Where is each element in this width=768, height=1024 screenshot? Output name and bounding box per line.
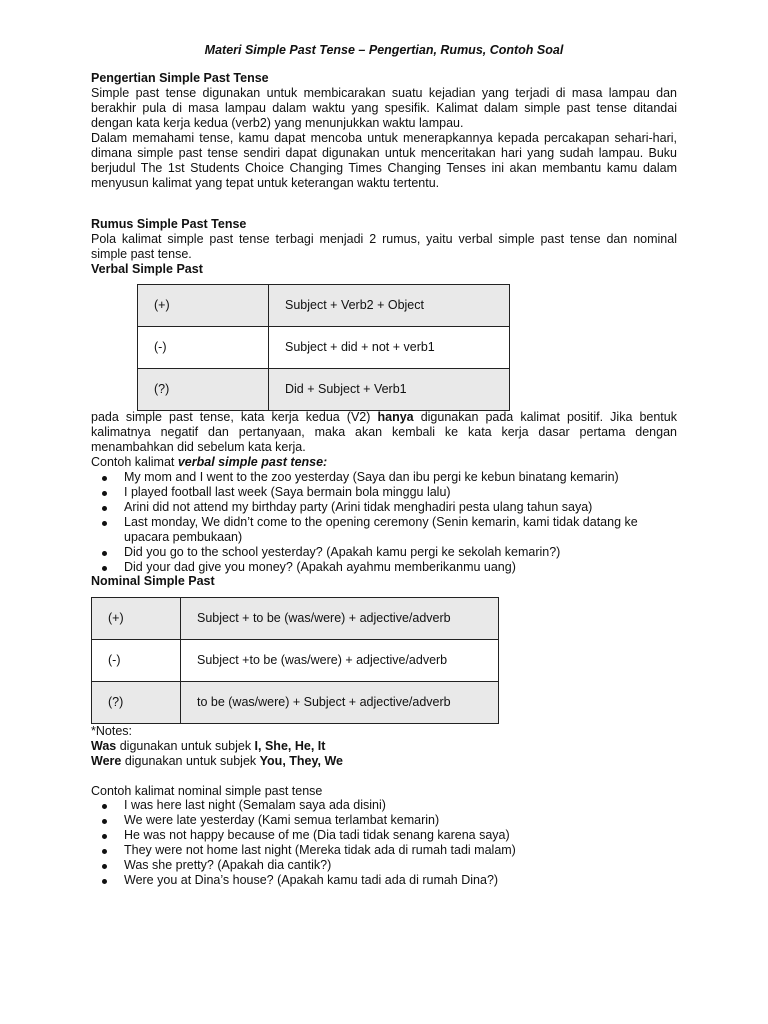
verbal-example-list xyxy=(91,470,681,575)
sign-cell: (+) xyxy=(92,598,181,640)
list-item: Last monday, We didn’t come to the opening ceremony (Senin kemarin, kami tidak datang ke upacara pembukaan) xyxy=(91,515,681,545)
list-item: He was not happy because of me (Dia tadi tidak senang karena saya) xyxy=(91,828,681,843)
pengertian-paragraph-1: Simple past tense digunakan untuk membicarakan suatu kejadian yang terjadi di masa lampau dan berakhir pula di masa lampau dalam waktu yang spesifik. Kalimat dalam simple past tense ditandai dengan kata kerja kedua (verb2) yang menunjukkan waktu lampau. xyxy=(91,86,677,130)
page-title: Materi Simple Past Tense – Pengertian, Rumus, Contoh Soal xyxy=(204,43,564,57)
formula-cell: Subject + to be (was/were) + adjective/adverb xyxy=(181,598,499,640)
notes-label: *Notes: xyxy=(91,724,132,738)
list-item: I played football last week (Saya bermain bola minggu lalu) xyxy=(91,485,681,500)
formula-cell: Subject + Verb2 + Object xyxy=(269,285,510,327)
sign-cell: (+) xyxy=(138,285,269,327)
pengertian-section xyxy=(91,71,677,191)
verbal-heading: Verbal Simple Past xyxy=(91,262,203,276)
pengertian-paragraph-2: Dalam memahami tense, kamu dapat mencoba untuk menerapkannya kepada percakapan sehari-hari, dimana simple past tense sendiri dapat digunakan untuk menceritakan hari yang sudah lampau. Buku berjudul The 1st Students Choice Changing Times Changing Tenses ini akan membantu kamu dalam menyusun kalimat yang tepat untuk keterangan waktu tertentu. xyxy=(91,131,677,190)
formula-cell: to be (was/were) + Subject + adjective/adverb xyxy=(181,682,499,724)
sign-cell: (?) xyxy=(138,369,269,411)
table-row xyxy=(138,285,510,327)
were-note xyxy=(91,754,343,769)
note-text: digunakan untuk subjek xyxy=(121,754,260,768)
list-item: Arini did not attend my birthday party (Arini tidak menghadiri pesta ulang tahun saya) xyxy=(91,500,681,515)
verbal-note xyxy=(91,410,677,455)
formula-cell: Subject +to be (was/were) + adjective/adverb xyxy=(181,640,499,682)
nominal-heading: Nominal Simple Past xyxy=(91,574,215,588)
rumus-intro: Pola kalimat simple past tense terbagi menjadi 2 rumus, yaitu verbal simple past tense dan nominal simple past tense. xyxy=(91,232,677,261)
was-keyword: Was xyxy=(91,739,117,753)
list-item: Did your dad give you money? (Apakah ayahmu memberikanmu uang) xyxy=(91,560,681,575)
nominal-formula-table xyxy=(91,597,499,724)
verbal-note-section xyxy=(91,410,677,470)
example-intro-text: Contoh kalimat xyxy=(91,455,178,469)
table-row xyxy=(92,598,499,640)
nominal-example-list xyxy=(91,798,681,888)
formula-cell: Did + Subject + Verb1 xyxy=(269,369,510,411)
verbal-note-text: pada simple past tense, kata kerja kedua (V2) xyxy=(91,410,378,424)
formula-cell: Subject + did + not + verb1 xyxy=(269,327,510,369)
sign-cell: (-) xyxy=(92,640,181,682)
note-text: digunakan untuk subjek xyxy=(116,739,255,753)
note-subjects: You, They, We xyxy=(259,754,343,768)
verbal-example-intro xyxy=(91,455,677,470)
pengertian-heading: Pengertian Simple Past Tense xyxy=(91,71,269,85)
note-subjects: I, She, He, It xyxy=(254,739,326,753)
list-item: Was she pretty? (Apakah dia cantik?) xyxy=(91,858,681,873)
table-row xyxy=(138,369,510,411)
list-item: Were you at Dina’s house? (Apakah kamu tadi ada di rumah Dina?) xyxy=(91,873,681,888)
rumus-heading: Rumus Simple Past Tense xyxy=(91,217,247,231)
list-item: I was here last night (Semalam saya ada disini) xyxy=(91,798,681,813)
list-item: My mom and I went to the zoo yesterday (Saya dan ibu pergi ke kebun binatang kemarin) xyxy=(91,470,681,485)
list-item: We were late yesterday (Kami semua terlambat kemarin) xyxy=(91,813,681,828)
sign-cell: (-) xyxy=(138,327,269,369)
example-intro-emphasis: verbal simple past tense: xyxy=(177,455,328,469)
rumus-section xyxy=(91,217,677,277)
table-row xyxy=(138,327,510,369)
sign-cell: (?) xyxy=(92,682,181,724)
verbal-formula-table xyxy=(137,284,510,411)
was-note xyxy=(91,739,325,754)
nominal-example-intro: Contoh kalimat nominal simple past tense xyxy=(91,784,323,798)
were-keyword: Were xyxy=(91,754,122,768)
verbal-note-emphasis: hanya xyxy=(377,410,414,424)
list-item: Did you go to the school yesterday? (Apakah kamu pergi ke sekolah kemarin?) xyxy=(91,545,681,560)
verbal-note-text: digunakan pada kalimat positif. Jika bentuk kalimatnya negatif dan pertanyaan, maka akan kembali ke kata kerja dasar pertama dengan menambahkan did sebelum kata kerja. xyxy=(91,410,677,454)
table-row xyxy=(92,640,499,682)
list-item: They were not home last night (Mereka tidak ada di rumah tadi malam) xyxy=(91,843,681,858)
table-row xyxy=(92,682,499,724)
